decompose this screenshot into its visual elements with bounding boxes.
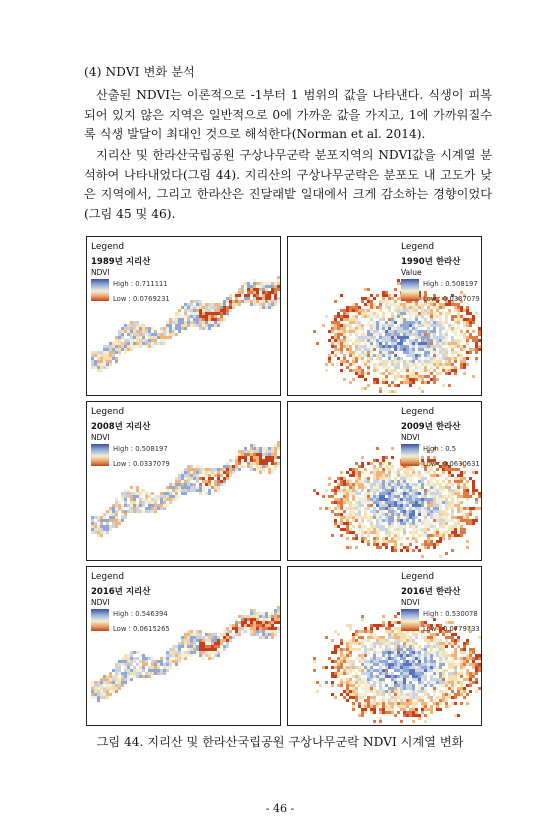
legend-year-label: 2009년 한라산: [401, 422, 461, 432]
legend-title: Legend: [401, 407, 435, 417]
legend: [401, 406, 480, 468]
panel-jirisan-2008: [86, 401, 281, 561]
legend-year-label: 2008년 지리산: [91, 422, 151, 432]
legend-title: Legend: [91, 242, 125, 252]
paragraph-ndvi-trend: 지리산 및 한라산국립공원 구상나무군락 분포지역의 NDVI값을 시계열 분석하여 나타내었다(그림 44). 지리산의 구상나무군락은 분포도 내 고도가 낮은 지역에서, 그리고 한라산은 진달래밭 일대에서 크게 감소하는 경향이었다(그림 45 및 46).: [84, 148, 492, 221]
legend-field: Value: [401, 268, 422, 277]
ndvi-figure-grid: [86, 236, 482, 726]
figure-caption: 그림 44. 지리산 및 한라산국립공원 구상나무군락 NDVI 시계열 변화: [96, 735, 464, 749]
panel-jirisan-2016: [86, 566, 281, 726]
section-heading: (4) NDVI 변화 분석: [84, 65, 195, 79]
legend-year-label: 2016년 한라산: [401, 587, 461, 597]
panel-jirisan-1989: [86, 236, 281, 396]
legend-title: Legend: [401, 572, 435, 582]
legend-field: NDVI: [401, 433, 420, 442]
color-ramp: [401, 279, 419, 301]
legend: [401, 241, 480, 303]
legend-high: High : 0.530078: [423, 610, 478, 618]
legend-field: NDVI: [401, 598, 420, 607]
legend-year-label: 2016년 지리산: [91, 587, 151, 597]
legend: [401, 571, 480, 633]
legend: [91, 406, 170, 468]
legend-high: High : 0.508197: [113, 445, 168, 453]
legend-title: Legend: [91, 572, 125, 582]
legend-low: Low : 0.0615265: [113, 625, 170, 633]
legend-low: Low : 0.0769231: [113, 295, 170, 303]
legend-low: Low : 0.0630631: [423, 460, 480, 468]
panel-hallasan-2016: [287, 566, 482, 726]
page-number: - 46 -: [265, 802, 295, 815]
legend-high: High : 0.546394: [113, 610, 168, 618]
legend-high: High : 0.711111: [113, 280, 168, 288]
legend-low: Low : 0.0779733: [423, 625, 480, 633]
legend-field: NDVI: [91, 598, 110, 607]
legend-field: NDVI: [91, 433, 110, 442]
color-ramp: [401, 444, 419, 466]
panel-hallasan-1990: [287, 236, 482, 396]
legend-title: Legend: [91, 407, 125, 417]
legend-high: High : 0.508197: [423, 280, 478, 288]
color-ramp: [401, 609, 419, 631]
color-ramp: [91, 279, 109, 301]
legend: [91, 241, 170, 303]
legend-low: Low : 0.0337079: [423, 295, 480, 303]
legend-title: Legend: [401, 242, 435, 252]
color-ramp: [91, 444, 109, 466]
color-ramp: [91, 609, 109, 631]
legend-high: High : 0.5: [423, 445, 457, 453]
legend-year-label: 1989년 지리산: [91, 257, 151, 267]
legend-field: NDVI: [91, 268, 110, 277]
legend-year-label: 1990년 한라산: [401, 257, 461, 267]
panel-hallasan-2009: [287, 401, 482, 561]
paragraph-ndvi-definition: 산출된 NDVI는 이론적으로 -1부터 1 범위의 값을 나타낸다. 식생이 피복되어 있지 않은 지역은 일반적으로 0에 가까운 값을 가지고, 1에 가까워질수록 식생 발달이 최대인 것으로 해석한다(Norman et al. 2014).: [84, 88, 492, 141]
legend: [91, 571, 170, 633]
legend-low: Low : 0.0337079: [113, 460, 170, 468]
